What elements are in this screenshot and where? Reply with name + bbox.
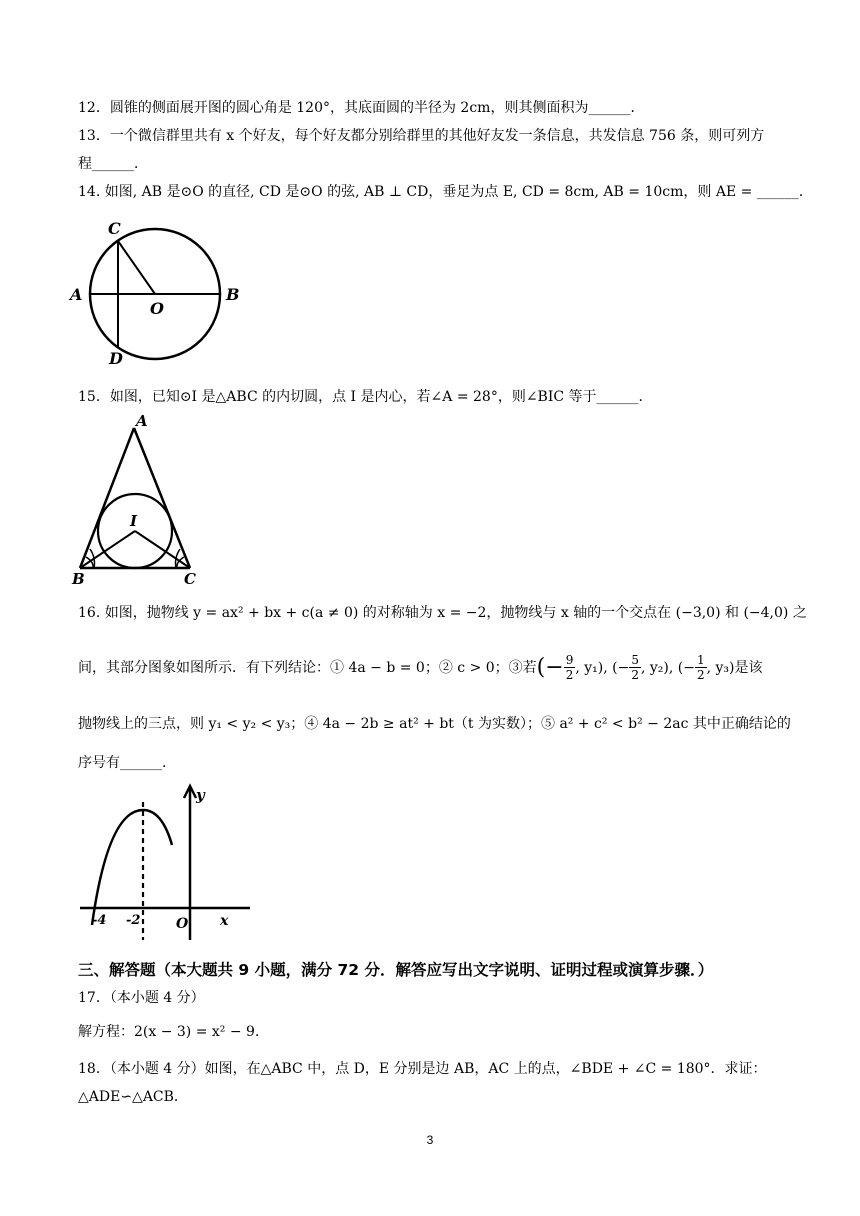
problem-16-line1: 16. 如图，抛物线 y = ax² + bx + c(a ≠ 0) 的对称轴为 x = −2，抛物线与 x 轴的一个交点在 (−3,0) 和 (−4,0) 之	[78, 605, 807, 621]
problem-16-text: 间，其部分图象如图所示．有下列结论：① 4a − b = 0；② c > 0；③若	[78, 659, 537, 676]
point-sep-2: , y₂), (−	[640, 659, 695, 676]
label-d: D	[109, 349, 123, 368]
page-number: 3	[426, 1133, 434, 1147]
paren-open: (−	[536, 654, 564, 680]
figure-triangle-incircle	[66, 412, 211, 588]
label-neg2: -2	[126, 913, 141, 928]
label-origin: O	[176, 916, 189, 932]
problem-18-line2: △ADE∽△ACB．	[78, 1089, 188, 1105]
point-sep-3: , y₃)	[706, 659, 735, 676]
problem-16-line4: 序号有______．	[78, 755, 176, 771]
section-3-heading: 三、解答题（本大题共 9 小题，满分 72 分．解答应写出文字说明、证明过程或演算步骤．）	[78, 961, 714, 979]
label-i: I	[130, 512, 138, 530]
label-c: C	[108, 219, 121, 238]
problem-13-line2: 程______．	[78, 156, 148, 172]
fraction-1-2: $\frac{1}{2}$	[696, 653, 705, 682]
figure-circle-diameter	[66, 214, 251, 369]
problem-15: 15．如图，已知⊙I 是△ABC 的内切圆，点 I 是内心，若∠A = 28°，则∠BIC 等于______．	[78, 389, 653, 405]
label-a: A	[136, 412, 148, 430]
label-x: x	[220, 913, 229, 929]
fraction-9-2: $\frac{9}{2}$	[565, 653, 574, 682]
problem-16-line3: 抛物线上的三点，则 y₁ < y₂ < y₃；④ 4a − 2b ≥ at² + bt（t 为实数）；⑤ a² + c² < b² − 2ac 其中正确结论的	[78, 716, 791, 732]
problem-17-header: 17．（本小题 4 分）	[78, 990, 205, 1006]
fraction-5-2: $\frac{5}{2}$	[631, 653, 639, 682]
label-o: O	[150, 299, 164, 318]
problem-12: 12．圆锥的侧面展开图的圆心角是 120°，其底面圆的半径为 2cm，则其侧面积为______．	[78, 100, 645, 116]
figure-parabola	[70, 780, 255, 950]
problem-13-line1: 13．一个微信群里共有 x 个好友，每个好友都分别给群里的其他好友发一条信息，共发信息 756 条，则可列方	[78, 128, 765, 144]
label-b: B	[72, 570, 85, 588]
problem-14: 14. 如图, AB 是⊙O 的直径, CD 是⊙O 的弦, AB ⊥ CD，垂足为点 E, CD = 8cm, AB = 10cm，则 AE = ______.	[78, 184, 804, 200]
label-c: C	[184, 570, 196, 588]
label-y: y	[196, 786, 205, 804]
problem-16-line2	[78, 653, 762, 682]
problem-17-body: 解方程：2(x − 3) = x² − 9．	[78, 1024, 269, 1040]
label-a: A	[70, 285, 83, 304]
label-b: B	[226, 285, 240, 304]
problem-16-end: 是该	[734, 659, 763, 676]
point-sep-1: , y₁), (−	[575, 659, 630, 676]
label-neg4: -4	[92, 913, 107, 928]
problem-18-line1: 18．（本小题 4 分）如图，在△ABC 中，点 D，E 分别是边 AB，AC 上的点，∠BDE + ∠C = 180°．求证：	[78, 1061, 767, 1077]
